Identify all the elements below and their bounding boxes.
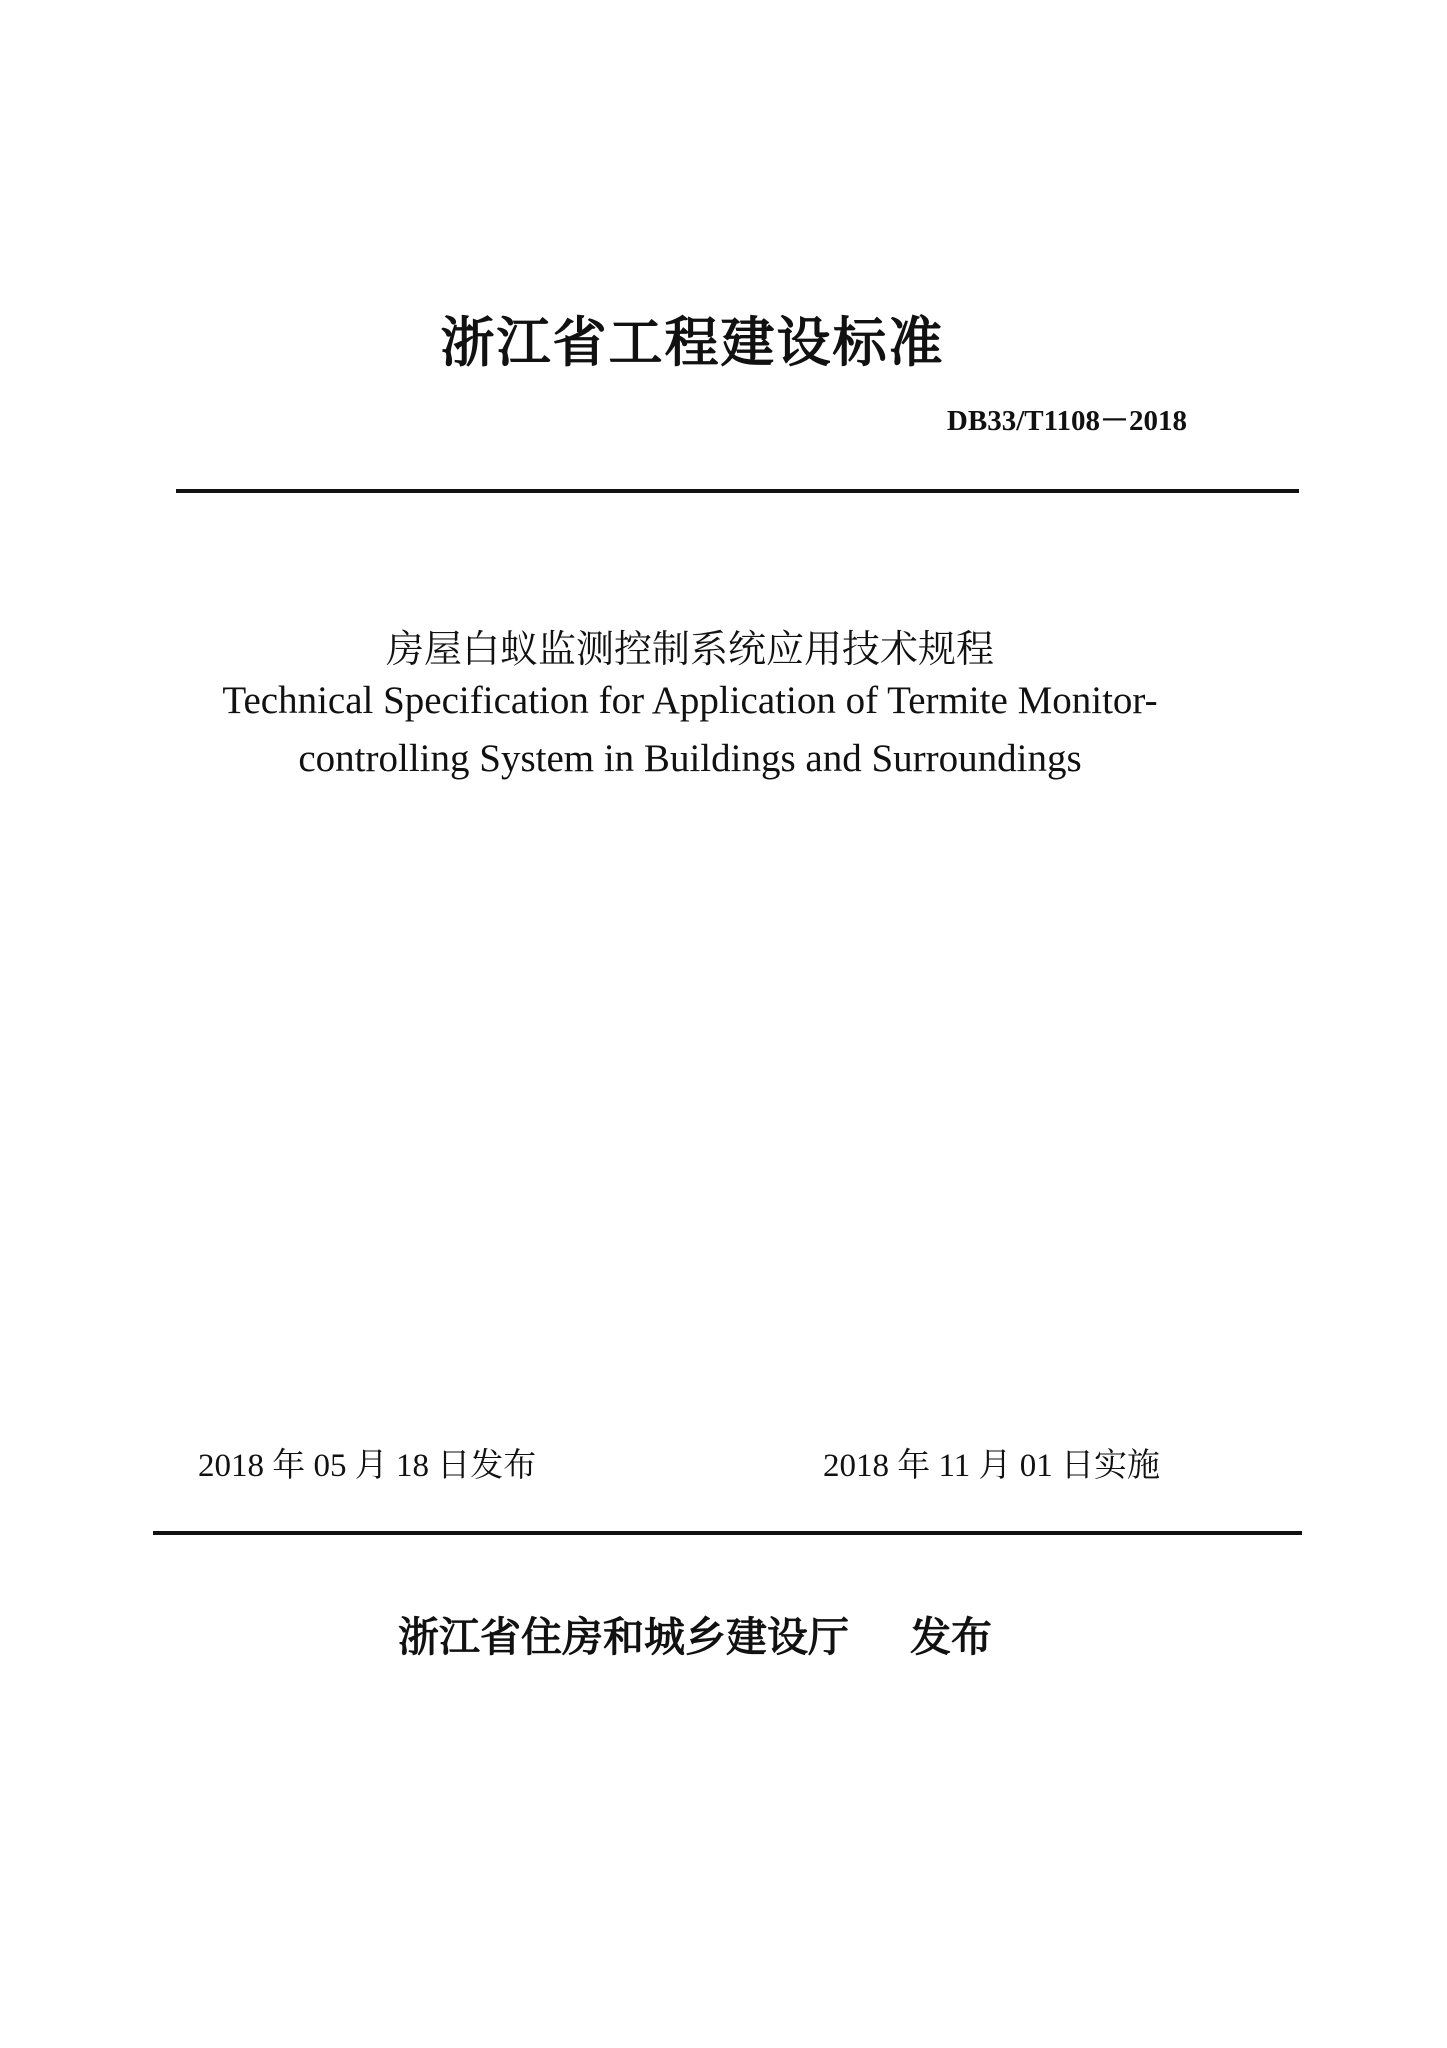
effective-date: 2018 年 11 月 01 日实施 bbox=[823, 1448, 1161, 1484]
title-chinese: 房屋白蚁监测控制系统应用技术规程 bbox=[385, 627, 994, 671]
publisher-name: 浙江省住房和城乡建设厅 bbox=[398, 1613, 849, 1661]
standard-code: DB33/T1108－2018 bbox=[946, 405, 1187, 437]
standard-category: 浙江省工程建设标准 bbox=[440, 311, 945, 374]
title-english-line-1: Technical Specification for Application of Termite Monitor- bbox=[222, 679, 1158, 722]
title-english-line-2: controlling System in Buildings and Surroundings bbox=[298, 737, 1082, 780]
issue-date: 2018 年 05 月 18 日发布 bbox=[198, 1448, 537, 1484]
top-divider bbox=[176, 489, 1299, 493]
publish-label: 发布 bbox=[910, 1613, 992, 1661]
bottom-divider bbox=[153, 1531, 1302, 1535]
